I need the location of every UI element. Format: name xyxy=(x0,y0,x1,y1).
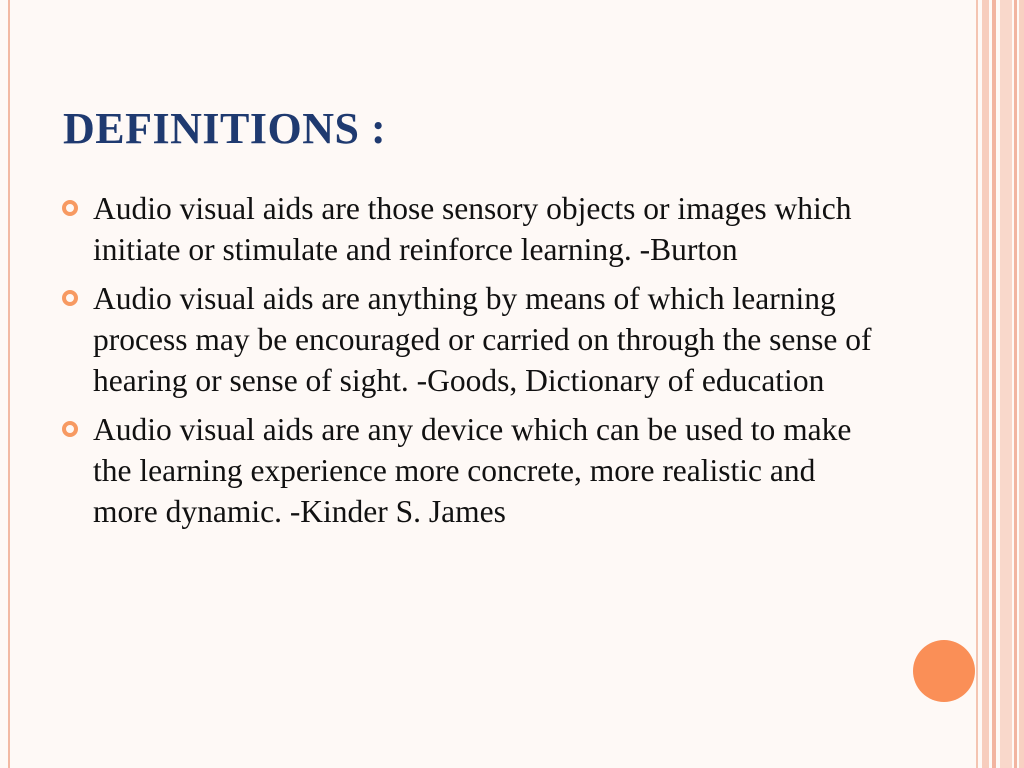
list-item xyxy=(62,188,882,270)
right-decorative-stripes xyxy=(976,0,1024,768)
definition-text: Audio visual aids are those sensory objects or images which initiate or stimulate and reinforce learning. -Burton xyxy=(93,191,852,267)
definition-text: Audio visual aids are anything by means of which learning process may be encouraged or carried on through the sense of hearing or sense of sight. -Goods, Dictionary of education xyxy=(93,281,872,398)
stripe xyxy=(992,0,996,768)
definition-text: Audio visual aids are any device which can be used to make the learning experience more concrete, more realistic and more dynamic. -Kinder S. James xyxy=(93,412,852,529)
list-item xyxy=(62,278,882,401)
stripe xyxy=(982,0,989,768)
definitions-list xyxy=(62,188,882,540)
ring-bullet-icon xyxy=(62,200,78,216)
stripe xyxy=(976,0,978,768)
ring-bullet-icon xyxy=(62,290,78,306)
list-item xyxy=(62,409,882,532)
ring-bullet-icon xyxy=(62,421,78,437)
stripe xyxy=(1014,0,1017,768)
left-border-line xyxy=(8,0,10,768)
orange-circle-decoration xyxy=(913,640,975,702)
stripe xyxy=(1019,0,1024,768)
stripe xyxy=(1000,0,1012,768)
slide-title: DEFINITIONS : xyxy=(63,104,387,153)
